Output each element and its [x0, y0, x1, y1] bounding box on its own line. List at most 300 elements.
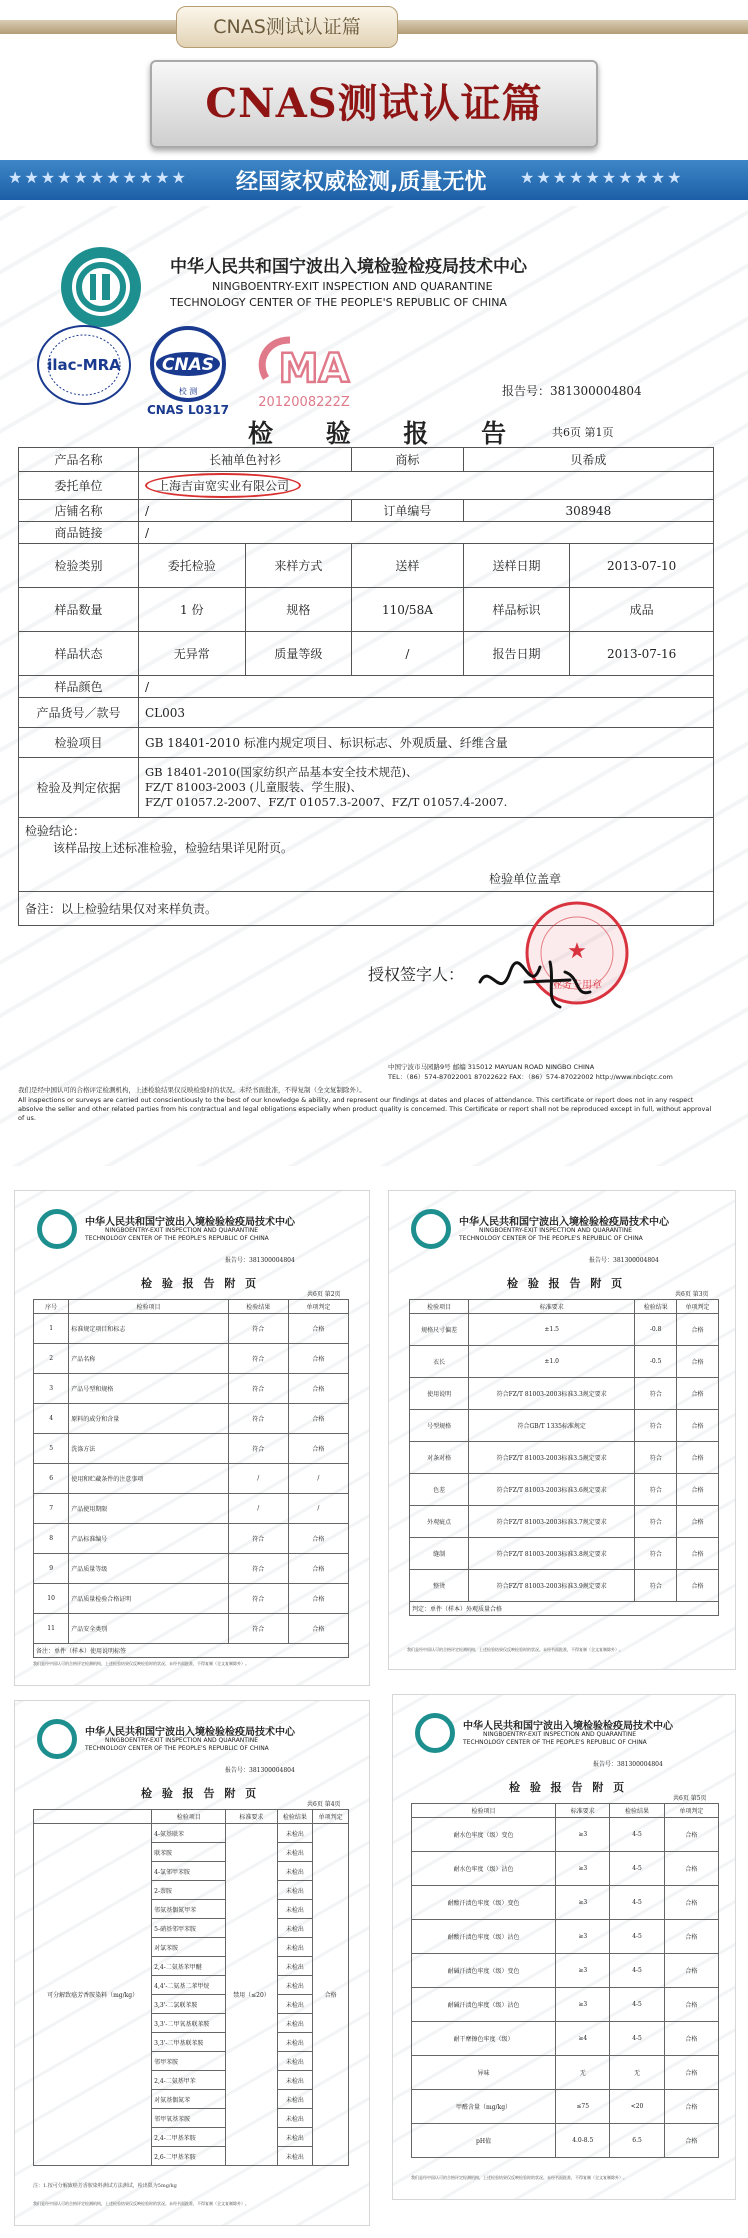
table-row	[410, 1314, 719, 1346]
table-cell: 规格尺寸偏差	[410, 1314, 469, 1346]
page-info: 共6页 第4页	[307, 1801, 341, 1808]
attachment-page-4	[14, 1700, 370, 2226]
table-cell: 5	[34, 1434, 69, 1464]
table-row	[34, 1494, 349, 1524]
grade-label: 质量等级	[245, 632, 352, 676]
table-cell: -0.8	[635, 1314, 677, 1346]
table-footer: 判定：单件（样本）外观质量合格	[410, 1602, 719, 1616]
cma-code-text: 2012008222Z	[258, 395, 350, 410]
table-cell: 符合	[635, 1378, 677, 1410]
result-value: 未检出	[277, 1957, 313, 1976]
table-footer-row	[34, 1644, 349, 1658]
client-value: 上海吉亩宽实业有限公司	[145, 473, 301, 498]
column-header: 单项判定	[677, 1300, 719, 1314]
ciq-logo-icon	[37, 1209, 77, 1249]
state-value: 无异常	[139, 632, 246, 676]
table-row	[410, 1410, 719, 1442]
table-cell: 耐水色牢度（级）沾色	[412, 1852, 556, 1886]
org-name-en-1: NINGBOENTRY-EXIT INSPECTION AND QUARANTINE	[105, 1737, 259, 1744]
table-row	[19, 818, 714, 892]
table-cell: 2,4-二甲基苯胺	[152, 2128, 226, 2147]
table-cell: 缝制	[410, 1538, 469, 1570]
table-row	[412, 2022, 719, 2056]
table-cell: 6.5	[610, 2124, 664, 2158]
table-cell: 符合FZ/T 81003-2003标准3.3规定要求	[469, 1378, 635, 1410]
table-row	[410, 1346, 719, 1378]
table-cell: ≥3	[556, 1886, 610, 1920]
result-value: 未检出	[277, 1881, 313, 1900]
ilac-logo-text: ilac-MRA	[47, 356, 121, 374]
top-tab-bar	[0, 0, 748, 56]
table-cell: 9	[34, 1554, 69, 1584]
sku-label: 产品货号／款号	[19, 698, 139, 728]
table-cell: 合格	[677, 1346, 719, 1378]
table-row	[34, 1824, 349, 1843]
disclaimer-en: All inspections or surveys are carried out conscientiously to the best of our knowledge & ability, and represent our findings at dates and places of attendance. This certificate or report does not in any respect absolve the seller and other related parties from his contractual and legal obligations especially when product quality is concerned. This Certificate or report shall not be reproduced except in full, without approval of us.	[18, 1096, 712, 1122]
table-cell: 合格	[677, 1378, 719, 1410]
table-cell: 符合	[228, 1584, 288, 1614]
table-cell: 8	[34, 1524, 69, 1554]
table-cell: ±1.5	[469, 1314, 635, 1346]
report-number: 报告号：381300004804	[225, 1257, 295, 1264]
table-cell: 符合	[635, 1538, 677, 1570]
table-cell: 4-5	[610, 1954, 664, 1988]
report-date-value: 2013-07-16	[570, 632, 714, 676]
table-row	[412, 2124, 719, 2158]
table-cell: 符合	[635, 1570, 677, 1602]
table-cell: 合格	[664, 1852, 718, 1886]
ciq-logo-icon	[415, 1713, 455, 1753]
grade-value: /	[352, 632, 464, 676]
state-label: 样品状态	[19, 632, 139, 676]
column-header: 单项判定	[288, 1300, 348, 1314]
ciq-logo-icon	[411, 1209, 451, 1249]
table-cell: 合格	[677, 1314, 719, 1346]
page-info: 共6页 第1页	[552, 426, 614, 439]
table-cell: 合格	[288, 1524, 348, 1554]
table-cell: 耐水色牢度（级）变色	[412, 1818, 556, 1852]
column-header: 标准要求	[226, 1810, 277, 1824]
type-value: 委托检验	[139, 544, 246, 588]
table-cell: 4-氯邻甲苯胺	[152, 1862, 226, 1881]
table-cell: 4-5	[610, 2022, 664, 2056]
column-header: 标准要求	[469, 1300, 635, 1314]
table-cell: 合格	[288, 1614, 348, 1644]
shop-value: /	[139, 500, 352, 522]
table-cell: 使用说明	[410, 1378, 469, 1410]
basis-line-3: FZ/T 01057.2-2007、FZ/T 01057.3-2007、FZ/T 01057.4-2007.	[145, 795, 508, 809]
table-row	[412, 2056, 719, 2090]
column-header: 单项判定	[664, 1804, 718, 1818]
seal-label: 检验单位盖章	[489, 872, 562, 886]
basis-line-2: FZ/T 81003-2003 (儿童服装、学生服)、	[145, 780, 363, 794]
client-cell	[139, 472, 714, 500]
column-header: 序号	[34, 1300, 69, 1314]
attachment-page-2	[14, 1190, 370, 1686]
table-cell: 合格	[677, 1410, 719, 1442]
table-cell: 合格	[677, 1570, 719, 1602]
table-cell: 甲醛含量（mg/kg）	[412, 2090, 556, 2124]
table-cell: 合格	[664, 2056, 718, 2090]
client-label: 委托单位	[19, 472, 139, 500]
slogan-text: 经国家权威检测,质量无忧	[236, 170, 487, 195]
conclusion-cell	[19, 818, 714, 892]
table-cell: 4	[34, 1404, 69, 1434]
table-cell: 无	[556, 2056, 610, 2090]
table-row	[19, 588, 714, 632]
table-cell: 符合	[228, 1404, 288, 1434]
table-cell: 符合	[228, 1434, 288, 1464]
org-name-en-2: TECHNOLOGY CENTER OF THE PEOPLE'S REPUBLIC OF CHINA	[170, 296, 507, 309]
page-info: 共6页 第2页	[307, 1291, 341, 1298]
table-cell: 耐碱汗渍色牢度（级）变色	[412, 1954, 556, 1988]
ciq-logo-icon	[37, 1719, 77, 1759]
table-row	[412, 2090, 719, 2124]
table-cell: 符合FZ/T 81003-2003标准3.7规定要求	[469, 1506, 635, 1538]
report-number: 报告号：381300004804	[225, 1767, 295, 1774]
product-name-value: 长袖单色衬衫	[139, 448, 352, 472]
table-row	[19, 522, 714, 544]
ciq-logo-icon	[58, 244, 144, 330]
table-cell: 4-氨基联苯	[152, 1824, 226, 1843]
link-value: /	[139, 522, 714, 544]
table-cell: 3	[34, 1374, 69, 1404]
sample-method-value: 送样	[352, 544, 464, 588]
result-value: 未检出	[277, 1824, 313, 1843]
table-cell: 邻氨基偶氮甲苯	[152, 1900, 226, 1919]
table-cell: 外观疵点	[410, 1506, 469, 1538]
table-cell: 4-5	[610, 1988, 664, 2022]
table-cell: ±1.0	[469, 1346, 635, 1378]
table-cell: 10	[34, 1584, 69, 1614]
table-cell: 3,3'-二甲基联苯胺	[152, 2033, 226, 2052]
order-label: 订单编号	[352, 500, 464, 522]
spec-value: 110/58A	[352, 588, 464, 632]
table-cell: 产品标准编号	[69, 1524, 229, 1554]
table-cell: 对氯苯胺	[152, 1938, 226, 1957]
link-label: 商品链接	[19, 522, 139, 544]
table-cell: 7	[34, 1494, 69, 1524]
table-row	[410, 1538, 719, 1570]
table-cell: ≥3	[556, 1852, 610, 1886]
column-header: 检验结果	[610, 1804, 664, 1818]
org-name-cn: 中华人民共和国宁波出入境检验检疫局技术中心	[85, 1217, 295, 1228]
org-name-cn: 中华人民共和国宁波出入境检验检疫局技术中心	[170, 257, 527, 277]
result-value: 未检出	[277, 2052, 313, 2071]
disclaimer-cn: 我们是经中国认可的合格评定检测机构，上述检验结果仅反映检验时的状况。未经书面批准，不得复制（全文复制除外）。	[407, 1647, 623, 1652]
table-cell: 符合FZ/T 81003-2003标准3.6规定要求	[469, 1474, 635, 1506]
svg-text:★: ★	[567, 939, 587, 964]
inspection-report	[0, 206, 748, 1166]
attachment-table	[409, 1299, 719, 1616]
basis-label: 检验及判定依据	[19, 758, 139, 818]
table-cell: 合格	[664, 2022, 718, 2056]
table-row	[410, 1442, 719, 1474]
table-cell: 2,6-二甲基苯胺	[152, 2147, 226, 2166]
table-cell: 合格	[288, 1584, 348, 1614]
ilac-mra-logo-icon	[36, 324, 132, 406]
table-header-row	[412, 1804, 719, 1818]
color-label: 样品颜色	[19, 676, 139, 698]
table-cell: 耐干摩擦色牢度（级）	[412, 2022, 556, 2056]
table-row	[412, 1886, 719, 1920]
table-header-row	[410, 1300, 719, 1314]
table-cell: ≤75	[556, 2090, 610, 2124]
table-cell: 符合	[635, 1410, 677, 1442]
brand-value: 贝希成	[463, 448, 713, 472]
result-value: 未检出	[277, 1976, 313, 1995]
product-name-label: 产品名称	[19, 448, 139, 472]
result-value: 未检出	[277, 2014, 313, 2033]
column-header: 检验结果	[277, 1810, 313, 1824]
column-header: 检验结果	[635, 1300, 677, 1314]
star-row-right-icon: ★★★★★★★★★★	[520, 168, 684, 187]
table-cell: 洗涤方法	[69, 1434, 229, 1464]
table-cell: /	[288, 1464, 348, 1494]
table-row	[34, 1434, 349, 1464]
cnas-sub-text: 校 测	[178, 387, 198, 396]
attachment-table	[411, 1803, 719, 2158]
table-row	[34, 1584, 349, 1614]
table-row	[410, 1570, 719, 1602]
table-cell: ≥3	[556, 1818, 610, 1852]
limit-value: 禁用（≤20）	[226, 1824, 277, 2166]
table-cell: 符合	[228, 1344, 288, 1374]
table-cell: 符合FZ/T 81003-2003标准3.5规定要求	[469, 1442, 635, 1474]
org-name-cn: 中华人民共和国宁波出入境检验检疫局技术中心	[85, 1727, 295, 1738]
org-name-en-2: TECHNOLOGY CENTER OF THE PEOPLE'S REPUBLIC OF CHINA	[85, 1235, 269, 1242]
table-row	[34, 1344, 349, 1374]
result-value: 未检出	[277, 1938, 313, 1957]
table-cell: 2,4-二氨基苯甲醚	[152, 1957, 226, 1976]
table-cell: 产品质量等级	[69, 1554, 229, 1584]
table-cell: /	[288, 1494, 348, 1524]
cnas-logo-text: CNAS	[161, 355, 215, 375]
remark: 备注：以上检验结果仅对来样负责。	[19, 892, 714, 926]
table-row	[34, 1524, 349, 1554]
table-header-row	[34, 1810, 349, 1824]
verdict-value: 合格	[313, 1824, 349, 2166]
result-value: 未检出	[277, 2090, 313, 2109]
seal-text: 业务专用章	[552, 980, 602, 991]
result-value: 未检出	[277, 2128, 313, 2147]
table-row	[19, 758, 714, 818]
table-row	[410, 1378, 719, 1410]
table-header-row	[34, 1300, 349, 1314]
table-cell: 号型规格	[410, 1410, 469, 1442]
table-cell: 异味	[412, 2056, 556, 2090]
attachment-page-3	[388, 1190, 736, 1670]
table-cell: 合格	[664, 1920, 718, 1954]
table-cell: 合格	[664, 2090, 718, 2124]
table-cell: 4,4'-二氨基二苯甲烷	[152, 1976, 226, 1995]
conclusion-value: 该样品按上述标准检验，检验结果详见附页。	[53, 841, 294, 855]
column-header: 检验项目	[412, 1804, 556, 1818]
table-cell: 11	[34, 1614, 69, 1644]
table-cell: 符合FZ/T 81003-2003标准3.9规定要求	[469, 1570, 635, 1602]
table-row	[34, 1464, 349, 1494]
attachment-table	[33, 1809, 349, 2166]
report-number: 报告号：381300004804	[593, 1761, 663, 1768]
table-cell: 耐酸汗渍色牢度（级）沾色	[412, 1920, 556, 1954]
table-cell: 合格	[664, 1818, 718, 1852]
org-name-cn: 中华人民共和国宁波出入境检验检疫局技术中心	[463, 1721, 673, 1732]
table-cell: 合格	[677, 1538, 719, 1570]
table-cell: 整烫	[410, 1570, 469, 1602]
cma-logo-text: MA	[278, 346, 350, 392]
items-label: 检验项目	[19, 728, 139, 758]
brand-label: 商标	[352, 448, 464, 472]
attachment-footnote: 注：1.按可分解致癌芳香胺染料测试方法测试，检出限为5mg/kg	[33, 2183, 177, 2189]
table-cell: 衣长	[410, 1346, 469, 1378]
attachment-table	[33, 1299, 349, 1658]
signer-label: 授权签字人：	[368, 965, 465, 984]
table-cell: ≥3	[556, 1988, 610, 2022]
table-cell: 产品名称	[69, 1344, 229, 1374]
table-row	[34, 1404, 349, 1434]
table-cell: 使用和贮藏条件的注意事项	[69, 1464, 229, 1494]
table-cell: 2,4-二氨基甲苯	[152, 2071, 226, 2090]
contact-line: TEL：（86）574-87022001 87022622 FAX：（86）574-87022002 http://www.nbciqtc.com	[388, 1073, 673, 1081]
attachment-title: 检 验 报 告 附 页	[141, 1787, 260, 1800]
column-header: 检验项目	[69, 1300, 229, 1314]
table-cell: 符合	[635, 1474, 677, 1506]
type-label: 检验类别	[19, 544, 139, 588]
address-line: 中国宁波市马园路9号 邮编 315012 MAYUAN ROAD NINGBO CHINA	[388, 1063, 595, 1071]
report-number: 报告号：381300004804	[502, 384, 642, 398]
column-header: 检验项目	[410, 1300, 469, 1314]
table-row	[34, 1374, 349, 1404]
table-cell: 符合	[228, 1314, 288, 1344]
table-row	[19, 632, 714, 676]
attachment-title: 检 验 报 告 附 页	[141, 1277, 260, 1290]
table-cell: 4-5	[610, 1886, 664, 1920]
table-cell: 3,3'-二甲氧基联苯胺	[152, 2014, 226, 2033]
table-cell: -0.5	[635, 1346, 677, 1378]
org-name-en-2: TECHNOLOGY CENTER OF THE PEOPLE'S REPUBLIC OF CHINA	[459, 1235, 643, 1242]
report-number: 报告号：381300004804	[589, 1257, 659, 1264]
table-cell: 对氨基偶氮苯	[152, 2090, 226, 2109]
result-value: 未检出	[277, 2033, 313, 2052]
org-name-cn: 中华人民共和国宁波出入境检验检疫局技术中心	[459, 1217, 669, 1228]
table-cell: 5-硝基邻甲苯胺	[152, 1919, 226, 1938]
table-cell: 符合FZ/T 81003-2003标准3.8规定要求	[469, 1538, 635, 1570]
table-cell: 邻甲苯胺	[152, 2052, 226, 2071]
org-name-en-2: TECHNOLOGY CENTER OF THE PEOPLE'S REPUBLIC OF CHINA	[85, 1745, 269, 1752]
table-cell: ≥3	[556, 1954, 610, 1988]
table-cell: <20	[610, 2090, 664, 2124]
org-name-en-1: NINGBOENTRY-EXIT INSPECTION AND QUARANTINE	[105, 1227, 259, 1234]
table-cell: 对条对格	[410, 1442, 469, 1474]
table-footer-row	[410, 1602, 719, 1616]
table-cell: 符合GB/T 1335标准规定	[469, 1410, 635, 1442]
org-name-en-1: NINGBOENTRY-EXIT INSPECTION AND QUARANTINE	[479, 1227, 633, 1234]
table-cell: 色差	[410, 1474, 469, 1506]
table-cell: 产品安全类别	[69, 1614, 229, 1644]
table-cell: 无	[610, 2056, 664, 2090]
section-tab: CNAS测试认证篇	[176, 6, 398, 48]
result-value: 未检出	[277, 2109, 313, 2128]
column-header: 标准要求	[556, 1804, 610, 1818]
table-cell: 4-5	[610, 1852, 664, 1886]
result-value: 未检出	[277, 2147, 313, 2166]
table-cell: 合格	[677, 1442, 719, 1474]
table-cell: 产品质量检验合格证明	[69, 1584, 229, 1614]
table-row	[412, 1818, 719, 1852]
cnas-logo-icon	[134, 324, 244, 420]
table-cell: 合格	[288, 1314, 348, 1344]
page-info: 共6页 第3页	[675, 1291, 709, 1298]
table-cell: 4.0-8.5	[556, 2124, 610, 2158]
table-row	[19, 676, 714, 698]
table-row	[19, 728, 714, 758]
table-cell: 联苯胺	[152, 1843, 226, 1862]
order-value: 308948	[463, 500, 713, 522]
basis-cell	[139, 758, 714, 818]
table-cell: /	[228, 1464, 288, 1494]
table-cell: 2	[34, 1344, 69, 1374]
table-row	[19, 448, 714, 472]
table-cell: 耐碱汗渍色牢度（级）沾色	[412, 1988, 556, 2022]
table-cell: 1	[34, 1314, 69, 1344]
table-row	[412, 1920, 719, 1954]
table-cell: 符合	[635, 1506, 677, 1538]
table-cell: 耐酸汗渍色牢度（级）变色	[412, 1886, 556, 1920]
qty-label: 样品数量	[19, 588, 139, 632]
table-row	[410, 1506, 719, 1538]
star-row-left-icon: ★★★★★★★★★★★	[8, 168, 188, 187]
table-cell: 合格	[288, 1344, 348, 1374]
result-value: 未检出	[277, 1919, 313, 1938]
table-row	[410, 1474, 719, 1506]
disclaimer-cn: 我们是经中国认可的合格评定检测机构，上述检验结果仅反映检验时的状况。未经书面批准，不得复制（全文复制除外）。	[411, 2175, 627, 2180]
table-cell: 合格	[664, 1988, 718, 2022]
sku-value: CL003	[139, 698, 714, 728]
table-cell: 产品使用期限	[69, 1494, 229, 1524]
table-cell: 产品号型和规格	[69, 1374, 229, 1404]
table-cell: /	[228, 1494, 288, 1524]
report-table	[18, 447, 714, 926]
table-row	[412, 1852, 719, 1886]
conclusion-label: 检验结论：	[25, 824, 86, 838]
table-cell: 合格	[664, 1954, 718, 1988]
page-info: 共6页 第5页	[673, 1795, 707, 1802]
color-value: /	[139, 676, 714, 698]
spec-label: 规格	[245, 588, 352, 632]
table-cell: 合格	[677, 1506, 719, 1538]
disclaimer-cn: 我们是经中国认可的合格评定检测机构，上述检验结果仅反映检验时的状况。未经书面批准，不得复制（全文复制除外）。	[33, 1661, 249, 1666]
org-name-en-1: NINGBOENTRY-EXIT INSPECTION AND QUARANTINE	[483, 1731, 637, 1738]
table-row	[19, 544, 714, 588]
table-cell: 6	[34, 1464, 69, 1494]
table-cell: 合格	[288, 1374, 348, 1404]
shop-label: 店铺名称	[19, 500, 139, 522]
mark-label: 样品标识	[463, 588, 570, 632]
sample-date-value: 2013-07-10	[570, 544, 714, 588]
cma-logo-icon	[252, 332, 356, 412]
table-cell: 符合	[228, 1524, 288, 1554]
report-date-label: 报告日期	[463, 632, 570, 676]
table-cell: 3,3'-二氯联苯胺	[152, 1995, 226, 2014]
mark-value: 成品	[570, 588, 714, 632]
table-cell: 合格	[677, 1474, 719, 1506]
result-value: 未检出	[277, 1900, 313, 1919]
attachment-title: 检 验 报 告 附 页	[507, 1277, 626, 1290]
table-cell: 合格	[664, 2124, 718, 2158]
table-cell: 标准规定项目和标志	[69, 1314, 229, 1344]
table-cell: ≥4	[556, 2022, 610, 2056]
table-footer: 备注：单件（样本）使用说明标签	[34, 1644, 349, 1658]
